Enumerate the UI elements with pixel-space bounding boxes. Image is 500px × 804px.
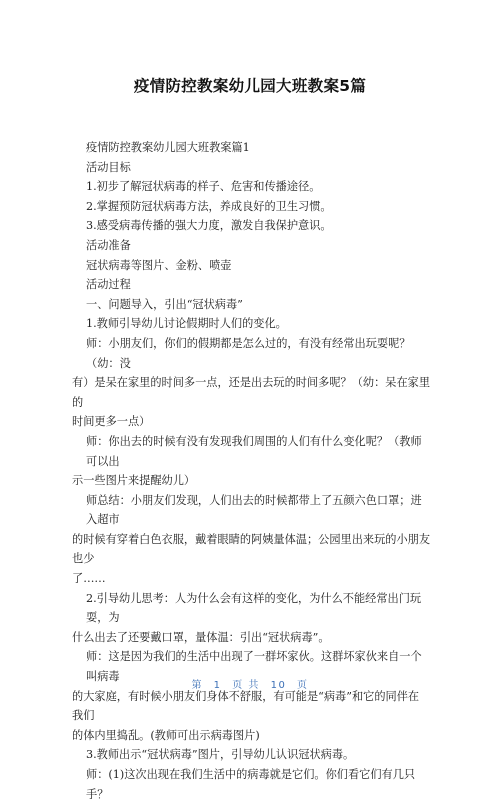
text-line: 活动准备 xyxy=(86,238,131,252)
text-line: 疫情防控教案幼儿园大班教案篇1 xyxy=(86,141,250,154)
text-line: 的大家庭，有时候小朋友们身体不舒服，有可能是“病毒”和它的同伴在我们 xyxy=(72,689,420,723)
text-line: 示一些图片来提醒幼儿） xyxy=(72,474,196,488)
text-line: 师：小朋友们，你们的假期都是怎么过的，有没有经常出玩耍呢？（幼：没 xyxy=(86,336,411,370)
text-line: 时间更多一点） xyxy=(72,415,151,429)
text-line: 一、问题导入，引出“冠状病毒” xyxy=(86,297,243,311)
text-line: 什么出去了还要戴口罩，量体温：引出“冠状病毒”。 xyxy=(72,630,330,644)
text-line: 3.感受病毒传播的强大力度，激发自我保护意识。 xyxy=(86,219,332,233)
text-line: 冠状病毒等图片、金粉、喷壶 xyxy=(86,258,232,272)
text-line: 师：(1)这次出现在我们生活中的病毒就是它们。你们看它们有几只手？ xyxy=(86,768,416,801)
document-title: 疫情防控教案幼儿园大班教案5篇 xyxy=(133,77,367,95)
page-footer xyxy=(0,676,500,691)
text-line: 的时候有穿着白色衣服，戴着眼睛的阿姨量体温；公园里出来玩的小朋友也少 xyxy=(72,532,431,566)
text-line: 3.教师出示“冠状病毒”图片，引导幼儿认识冠状病毒。 xyxy=(86,748,355,762)
text-line: 2.掌握预防冠状病毒方法，养成良好的卫生习惯。 xyxy=(86,199,332,213)
text-line: 活动过程 xyxy=(86,278,131,292)
text-line: 的体内里捣乱。(教师可出示病毒图片) xyxy=(72,728,260,742)
text-line: 师总结：小朋友们发现，人们出去的时候都带上了五颜六色口罩；进入超市 xyxy=(86,493,422,527)
footer-prefix: 第 xyxy=(191,680,203,691)
text-line: 活动目标 xyxy=(86,160,131,174)
footer-total-pages: 10 xyxy=(270,680,287,691)
text-line: 2.引导幼儿思考：人为什么会有这样的变化，为什么不能经常出门玩耍，为 xyxy=(86,591,422,625)
footer-suffix: 页 xyxy=(297,680,309,691)
text-line: 师：你出去的时候有没有发现我们周围的人们有什么变化呢？（教师可以出 xyxy=(86,434,422,468)
document-body xyxy=(72,138,430,804)
text-line: 师：这是因为我们的生活中出现了一群坏家伙。这群坏家伙来自一个叫病毒 xyxy=(86,650,422,684)
text-line: 1.初步了解冠状病毒的样子、危害和传播途径。 xyxy=(86,180,321,194)
text-line: 有）是呆在家里的时间多一点，还是出去玩的时间多呢？（幼：呆在家里的 xyxy=(72,376,431,409)
text-line: 了…… xyxy=(72,572,106,586)
footer-middle: 页 共 xyxy=(232,680,260,691)
footer-page-number: 1 xyxy=(213,680,222,691)
text-line: 1.教师引导幼儿讨论假期时人们的变化。 xyxy=(86,317,287,331)
